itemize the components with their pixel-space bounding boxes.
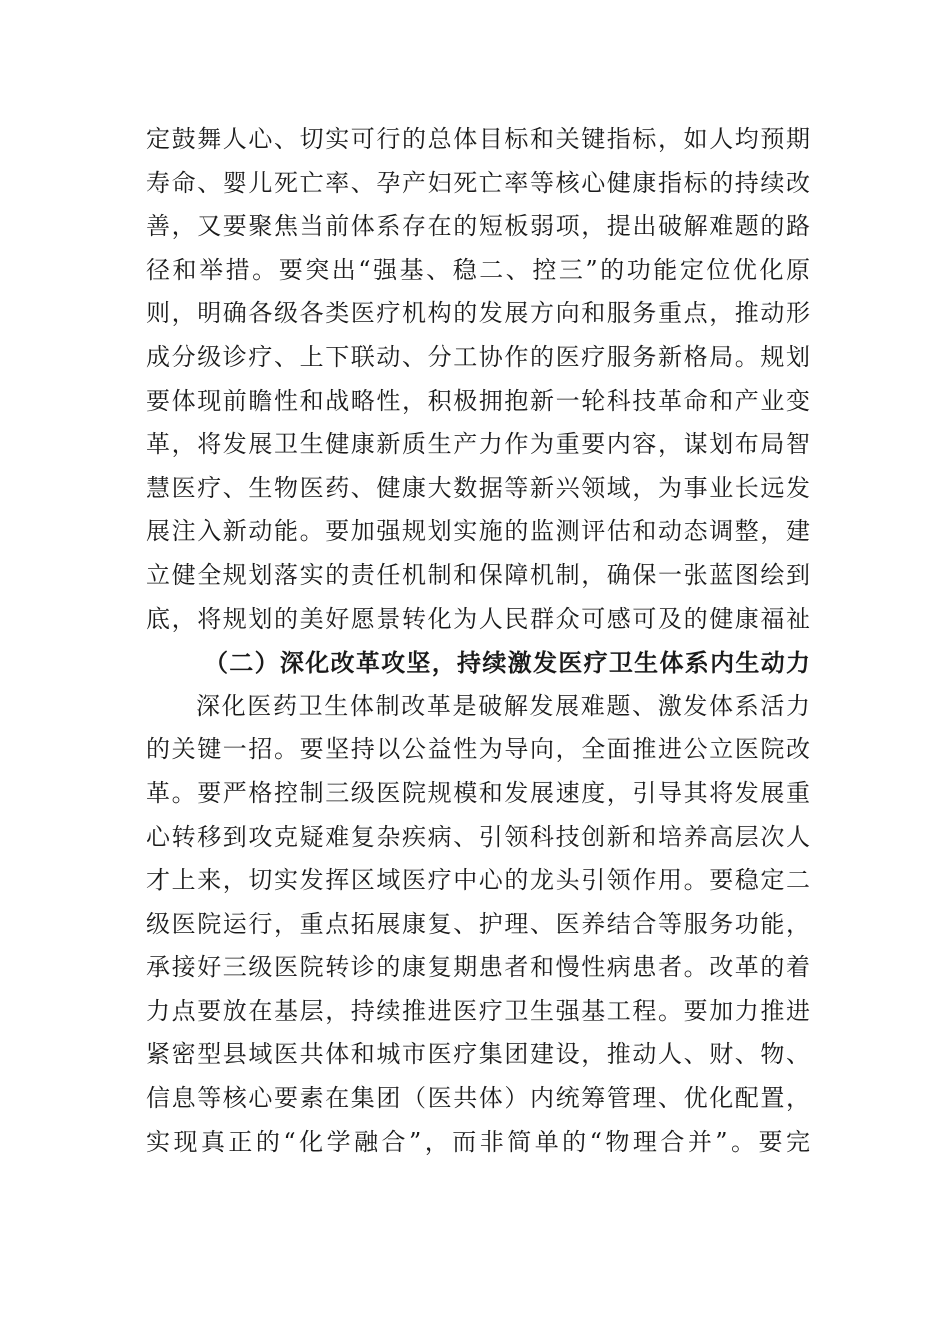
paragraph-line: 则，明确各级各类医疗机构的发展方向和服务重点，推动形 [146,299,810,328]
paragraph-line: 底，将规划的美好愿景转化为人民群众可感可及的健康福祉 [146,604,810,633]
paragraph-line: 慧医疗、生物医药、健康大数据等新兴领域，为事业长远发 [146,473,810,502]
body-text [146,118,810,1164]
paragraph-line: 才上来，切实发挥区域医疗中心的龙头引领作用。要稳定二 [146,866,810,895]
paragraph-line: 承接好三级医院转诊的康复期患者和慢性病患者。改革的着 [146,953,810,982]
paragraph-line: 革。要严格控制三级医院规模和发展速度，引导其将发展重 [146,778,810,807]
paragraph-line: 实现真正的“化学融合”，而非简单的“物理合并”。要完 [146,1127,810,1156]
paragraph-line: 力点要放在基层，持续推进医疗卫生强基工程。要加力推进 [146,996,810,1025]
paragraph-line: 寿命、婴儿死亡率、孕产妇死亡率等核心健康指标的持续改 [146,168,810,197]
paragraph-line: 级医院运行，重点拓展康复、护理、医养结合等服务功能， [146,909,810,938]
paragraph-line: 革，将发展卫生健康新质生产力作为重要内容，谋划布局智 [146,430,810,459]
paragraph-line: 紧密型县域医共体和城市医疗集团建设，推动人、财、物、 [146,1040,810,1069]
paragraph-line: 展注入新动能。要加强规划实施的监测评估和动态调整，建 [146,517,810,546]
paragraph-line: 径和举措。要突出“强基、稳二、控三”的功能定位优化原 [146,255,810,284]
section-heading: （二）深化改革攻坚，持续激发医疗卫生体系内生动力 [204,648,810,678]
paragraph-line: 成分级诊疗、上下联动、分工协作的医疗服务新格局。规划 [146,342,810,371]
paragraph-line: 深化医药卫生体制改革是破解发展难题、激发体系活力 [196,691,810,720]
paragraph-line: 立健全规划落实的责任机制和保障机制，确保一张蓝图绘到 [146,560,810,589]
paragraph-line: 善，又要聚焦当前体系存在的短板弱项，提出破解难题的路 [146,212,810,241]
paragraph-line: 的关键一招。要坚持以公益性为导向，全面推进公立医院改 [146,735,810,764]
paragraph-line: 定鼓舞人心、切实可行的总体目标和关键指标，如人均预期 [146,125,810,153]
paragraph-line: 要体现前瞻性和战略性，积极拥抱新一轮科技革命和产业变 [146,386,810,415]
paragraph-line: 信息等核心要素在集团（医共体）内统筹管理、优化配置， [146,1084,810,1113]
paragraph-line: 心转移到攻克疑难复杂疾病、引领科技创新和培养高层次人 [146,822,810,851]
